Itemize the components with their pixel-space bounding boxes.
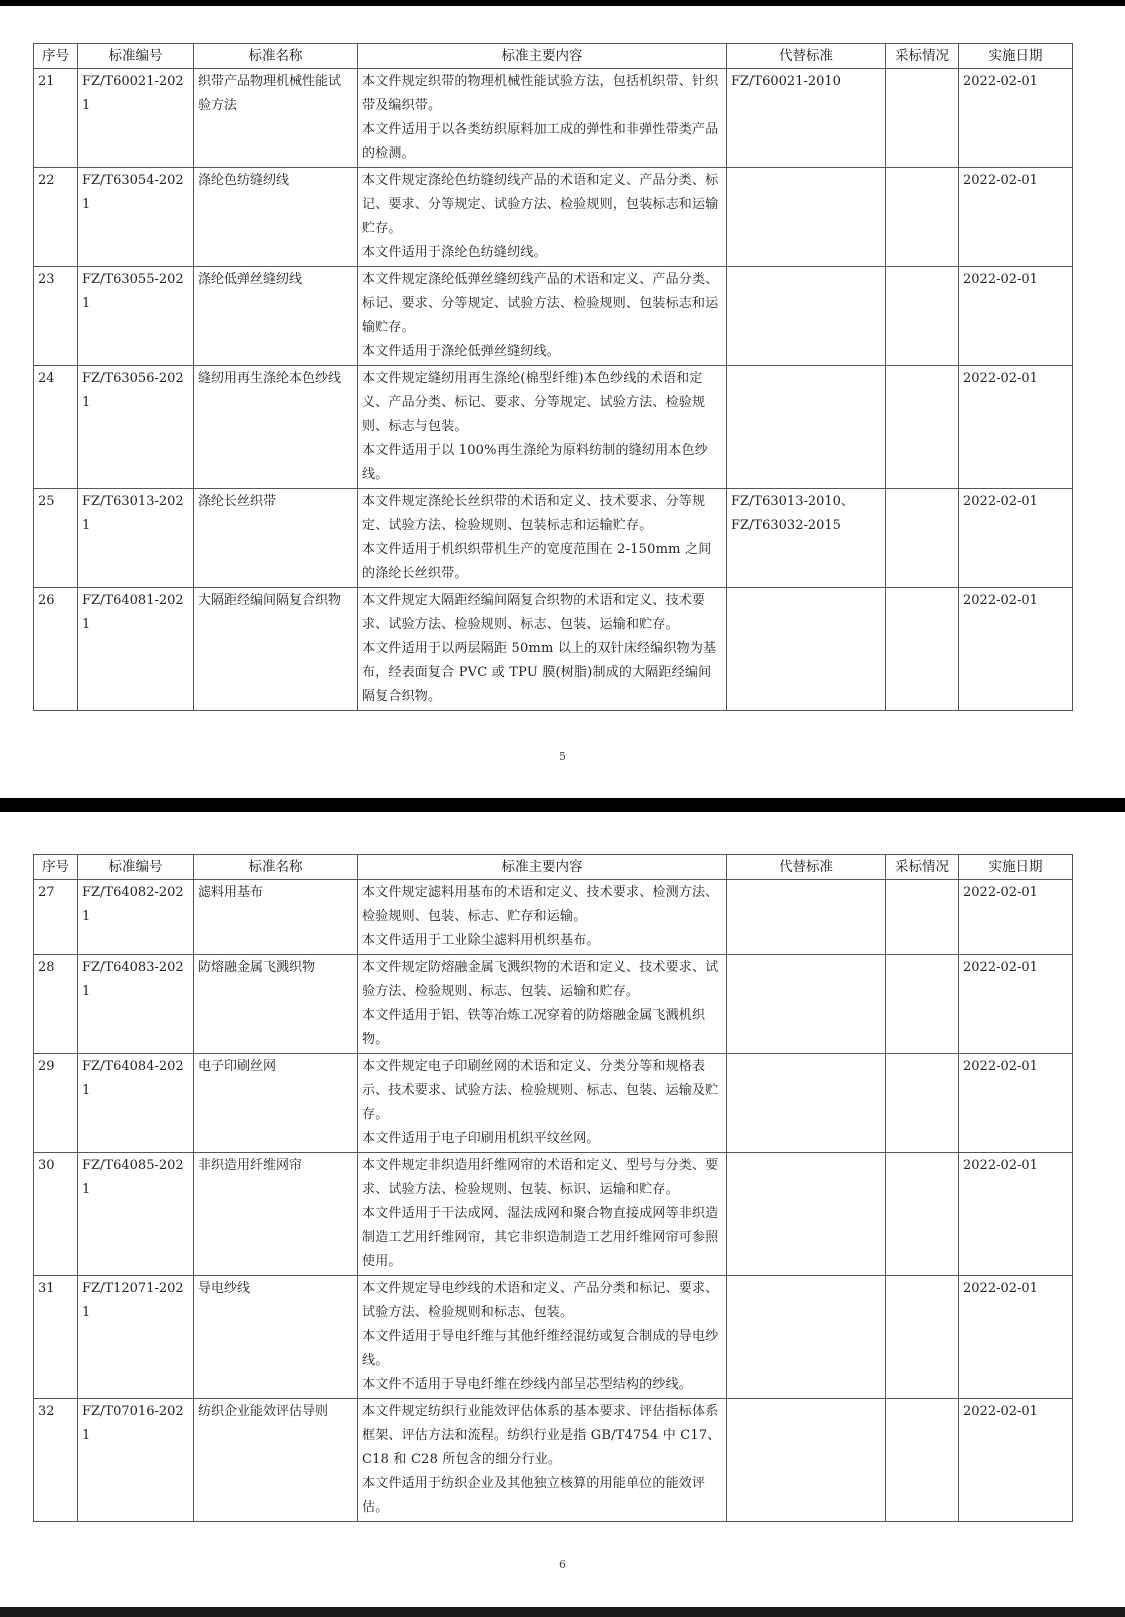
replaced-standard-line: FZ/T63013-2010、 [731, 494, 854, 509]
header-replaced-standard: 代替标准 [727, 44, 886, 69]
cell-replaced-standard [727, 1054, 886, 1153]
cell-implementation-date: 2022-02-01 [959, 955, 1073, 1054]
cell-adoption-status [886, 489, 959, 588]
header-adoption-status: 采标情况 [886, 44, 959, 69]
content-paragraph: 本文件适用于工业除尘滤料用机织基布。 [362, 933, 600, 948]
cell-adoption-status [886, 955, 959, 1054]
cell-adoption-status [886, 1399, 959, 1522]
table-header-row [34, 44, 1073, 69]
cell-main-content [358, 588, 727, 711]
content-paragraph: 本文件适用于干法成网、湿法成网和聚合物直接成网等非织造制造工艺用纤维网帘，其它非织造制造工艺用纤维网帘可参照使用。 [362, 1206, 719, 1269]
header-main-content: 标准主要内容 [358, 855, 727, 880]
cell-standard-name: 涤纶色纺缝纫线 [194, 168, 358, 267]
cell-standard-code: FZ/T07016-2021 [78, 1399, 194, 1522]
content-paragraph: 本文件规定缝纫用再生涤纶(棉型纤维)本色纱线的术语和定义、产品分类、标记、要求、分等规定、试验方法、检验规则、标志与包装。 [362, 371, 706, 434]
standards-table [33, 854, 1073, 1522]
header-main-content: 标准主要内容 [358, 44, 727, 69]
cell-replaced-standard [727, 1276, 886, 1399]
cell-seq: 28 [34, 955, 78, 1054]
header-standard-code: 标准编号 [78, 44, 194, 69]
cell-standard-code: FZ/T64084-2021 [78, 1054, 194, 1153]
table-row [34, 489, 1073, 588]
content-paragraph: 本文件规定涤纶长丝织带的术语和定义、技术要求、分等规定、试验方法、检验规则、包装标志和运输贮存。 [362, 494, 706, 533]
content-paragraph: 本文件规定导电纱线的术语和定义、产品分类和标记、要求、试验方法、检验规则和标志、包装。 [362, 1281, 719, 1320]
cell-seq: 22 [34, 168, 78, 267]
table-row [34, 366, 1073, 489]
header-adoption-status: 采标情况 [886, 855, 959, 880]
cell-standard-code: FZ/T63054-2021 [78, 168, 194, 267]
table-row [34, 1153, 1073, 1276]
cell-seq: 24 [34, 366, 78, 489]
cell-seq: 21 [34, 69, 78, 168]
cell-adoption-status [886, 168, 959, 267]
replaced-standard-line: FZ/T63032-2015 [731, 518, 841, 533]
content-paragraph: 本文件规定纺织行业能效评估体系的基本要求、评估指标体系框架、评估方法和流程。纺织行业是指 GB/T4754 中 C17、C18 和 C28 所包含的细分行业。 [362, 1404, 721, 1467]
page-separator [0, 798, 1125, 812]
content-paragraph: 本文件规定非织造用纤维网帘的术语和定义、型号与分类、要求、试验方法、检验规则、包装、标识、运输和贮存。 [362, 1158, 719, 1197]
cell-seq: 29 [34, 1054, 78, 1153]
cell-adoption-status [886, 69, 959, 168]
header-replaced-standard: 代替标准 [727, 855, 886, 880]
cell-implementation-date: 2022-02-01 [959, 1276, 1073, 1399]
cell-standard-code: FZ/T63013-2021 [78, 489, 194, 588]
content-paragraph: 本文件适用于纺织企业及其他独立核算的用能单位的能效评估。 [362, 1476, 706, 1515]
cell-standard-code: FZ/T12071-2021 [78, 1276, 194, 1399]
replaced-standard-line: FZ/T60021-2010 [731, 74, 841, 89]
content-paragraph: 本文件规定涤纶色纺缝纫线产品的术语和定义、产品分类、标记、要求、分等规定、试验方法、检验规则，包装标志和运输贮存。 [362, 173, 719, 236]
content-paragraph: 本文件适用于机织织带机生产的宽度范围在 2-150mm 之间的涤纶长丝织带。 [362, 542, 712, 581]
cell-adoption-status [886, 880, 959, 955]
cell-standard-code: FZ/T64081-2021 [78, 588, 194, 711]
cell-adoption-status [886, 1153, 959, 1276]
table-row [34, 588, 1073, 711]
cell-implementation-date: 2022-02-01 [959, 69, 1073, 168]
cell-adoption-status [886, 366, 959, 489]
cell-replaced-standard [727, 168, 886, 267]
cell-replaced-standard [727, 588, 886, 711]
content-paragraph: 本文件适用于涤纶色纺缝纫线。 [362, 245, 547, 260]
document-page-6 [0, 812, 1125, 1607]
cell-seq: 30 [34, 1153, 78, 1276]
cell-standard-name: 涤纶低弹丝缝纫线 [194, 267, 358, 366]
cell-main-content [358, 1054, 727, 1153]
cell-implementation-date: 2022-02-01 [959, 588, 1073, 711]
cell-standard-name: 织带产品物理机械性能试验方法 [194, 69, 358, 168]
table-row [34, 880, 1073, 955]
table-row [34, 955, 1073, 1054]
cell-standard-name: 防熔融金属飞溅织物 [194, 955, 358, 1054]
content-paragraph: 本文件规定防熔融金属飞溅织物的术语和定义、技术要求、试验方法、检验规则、标志、包装、运输和贮存。 [362, 960, 719, 999]
cell-implementation-date: 2022-02-01 [959, 1399, 1073, 1522]
cell-adoption-status [886, 588, 959, 711]
cell-standard-name: 导电纱线 [194, 1276, 358, 1399]
header-standard-name: 标准名称 [194, 855, 358, 880]
cell-seq: 31 [34, 1276, 78, 1399]
cell-implementation-date: 2022-02-01 [959, 366, 1073, 489]
content-paragraph: 本文件适用于以两层隔距 50mm 以上的双针床经编织物为基布，经表面复合 PVC 或 TPU 膜(树脂)制成的大隔距经编间隔复合织物。 [362, 641, 717, 704]
table-row [34, 267, 1073, 366]
content-paragraph: 本文件适用于涤纶低弹丝缝纫线。 [362, 344, 561, 359]
cell-replaced-standard [727, 1399, 886, 1522]
cell-standard-code: FZ/T64082-2021 [78, 880, 194, 955]
cell-replaced-standard [727, 267, 886, 366]
cell-standard-code: FZ/T64085-2021 [78, 1153, 194, 1276]
header-seq: 序号 [34, 855, 78, 880]
cell-replaced-standard [727, 69, 886, 168]
cell-seq: 26 [34, 588, 78, 711]
cell-seq: 23 [34, 267, 78, 366]
document-page-5 [0, 6, 1125, 798]
table-row [34, 1399, 1073, 1522]
cell-standard-code: FZ/T63056-2021 [78, 366, 194, 489]
cell-standard-name: 涤纶长丝织带 [194, 489, 358, 588]
cell-standard-name: 缝纫用再生涤纶本色纱线 [194, 366, 358, 489]
cell-implementation-date: 2022-02-01 [959, 489, 1073, 588]
cell-seq: 25 [34, 489, 78, 588]
cell-main-content [358, 366, 727, 489]
cell-main-content [358, 1276, 727, 1399]
header-implementation-date: 实施日期 [959, 44, 1073, 69]
cell-standard-name: 非织造用纤维网帘 [194, 1153, 358, 1276]
cell-main-content [358, 489, 727, 588]
table-body [34, 880, 1073, 1522]
cell-standard-code: FZ/T60021-2021 [78, 69, 194, 168]
content-paragraph: 本文件规定电子印刷丝网的术语和定义、分类分等和规格表示、技术要求、试验方法、检验规则、标志、包装、运输及贮存。 [362, 1059, 719, 1122]
cell-seq: 32 [34, 1399, 78, 1522]
table-row [34, 1054, 1073, 1153]
cell-main-content [358, 168, 727, 267]
header-implementation-date: 实施日期 [959, 855, 1073, 880]
header-standard-code: 标准编号 [78, 855, 194, 880]
cell-standard-name: 电子印刷丝网 [194, 1054, 358, 1153]
cell-main-content [358, 880, 727, 955]
content-paragraph: 本文件规定滤料用基布的术语和定义、技术要求、检测方法、检验规则、包装、标志、贮存和运输。 [362, 885, 719, 924]
cell-seq: 27 [34, 880, 78, 955]
cell-adoption-status [886, 267, 959, 366]
header-standard-name: 标准名称 [194, 44, 358, 69]
table-row [34, 1276, 1073, 1399]
content-paragraph: 本文件适用于以各类纺织原料加工成的弹性和非弹性带类产品的检测。 [362, 122, 719, 161]
content-paragraph: 本文件适用于导电纤维与其他纤维经混纺或复合制成的导电纱线。 [362, 1329, 719, 1368]
cell-main-content [358, 69, 727, 168]
cell-replaced-standard [727, 955, 886, 1054]
cell-implementation-date: 2022-02-01 [959, 168, 1073, 267]
table-body [34, 69, 1073, 711]
cell-standard-code: FZ/T63055-2021 [78, 267, 194, 366]
header-seq: 序号 [34, 44, 78, 69]
content-paragraph: 本文件规定涤纶低弹丝缝纫线产品的术语和定义、产品分类、标记、要求、分等规定、试验方法、检验规则、包装标志和运输贮存。 [362, 272, 719, 335]
cell-main-content [358, 955, 727, 1054]
cell-replaced-standard [727, 880, 886, 955]
cell-implementation-date: 2022-02-01 [959, 880, 1073, 955]
standards-table [33, 43, 1073, 711]
content-paragraph: 本文件规定大隔距经编间隔复合织物的术语和定义、技术要求、试验方法、检验规则、标志、包装、运输和贮存。 [362, 593, 706, 632]
cell-replaced-standard [727, 366, 886, 489]
cell-standard-name: 纺织企业能效评估导则 [194, 1399, 358, 1522]
table-row [34, 168, 1073, 267]
content-paragraph: 本文件适用于电子印刷用机织平纹丝网。 [362, 1131, 600, 1146]
content-paragraph: 本文件适用于以 100%再生涤纶为原料纺制的缝纫用本色纱线。 [362, 443, 708, 482]
cell-implementation-date: 2022-02-01 [959, 1153, 1073, 1276]
cell-adoption-status [886, 1276, 959, 1399]
page-number: 5 [559, 750, 566, 763]
cell-implementation-date: 2022-02-01 [959, 267, 1073, 366]
cell-replaced-standard [727, 1153, 886, 1276]
cell-adoption-status [886, 1054, 959, 1153]
content-paragraph: 本文件规定织带的物理机械性能试验方法，包括机织带、针织带及编织带。 [362, 74, 719, 113]
table-row [34, 69, 1073, 168]
cell-main-content [358, 267, 727, 366]
cell-main-content [358, 1399, 727, 1522]
cell-main-content [358, 1153, 727, 1276]
content-paragraph: 本文件不适用于导电纤维在纱线内部呈芯型结构的纱线。 [362, 1377, 693, 1392]
cell-replaced-standard [727, 489, 886, 588]
table-header-row [34, 855, 1073, 880]
page-number: 6 [559, 1558, 566, 1571]
cell-standard-name: 大隔距经编间隔复合织物 [194, 588, 358, 711]
cell-standard-code: FZ/T64083-2021 [78, 955, 194, 1054]
cell-standard-name: 滤料用基布 [194, 880, 358, 955]
cell-implementation-date: 2022-02-01 [959, 1054, 1073, 1153]
content-paragraph: 本文件适用于铝、铁等冶炼工况穿着的防熔融金属飞溅机织物。 [362, 1008, 706, 1047]
